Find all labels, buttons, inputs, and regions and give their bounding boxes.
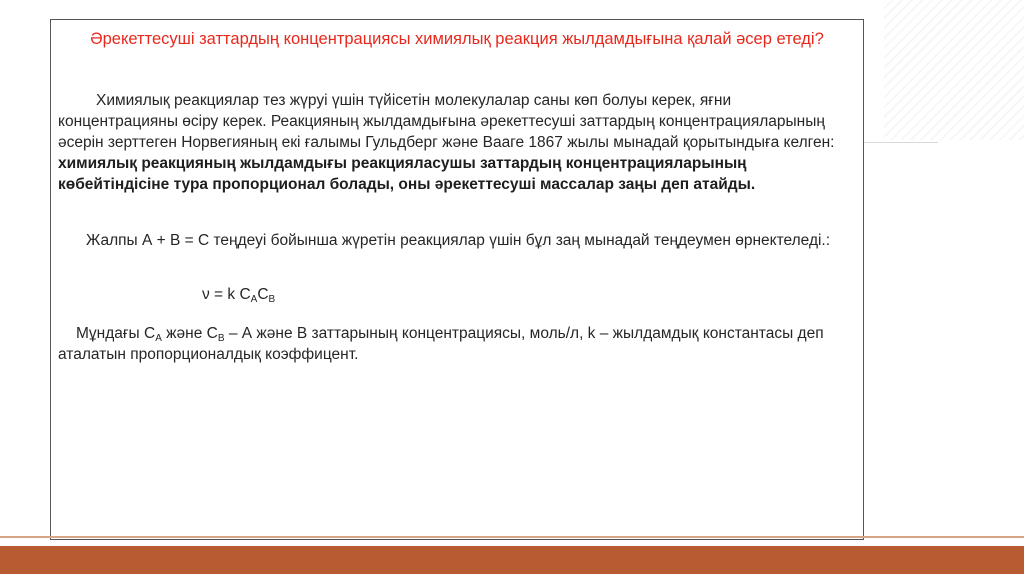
content-box[interactable]	[50, 19, 864, 540]
rate-formula: ν = k $C_AC_B$	[202, 286, 276, 305]
decorative-line	[860, 142, 938, 143]
footer-bar	[0, 546, 1024, 574]
paragraph-1-law: химиялық реакцияның жылдамдығы реакцияласушы заттардың концентрацияларының көбейтіндісіне тура пропорционал болады, оны әрекеттесуші массалар заңы деп атайды.	[58, 155, 756, 193]
paragraph-1	[58, 90, 848, 195]
slide-title: Әрекеттесуші заттардың концентрациясы химиялық реакция жылдамдығына қалай әсер етеді?	[90, 30, 824, 48]
paragraph-2	[58, 230, 848, 251]
paragraph-1-text: Химиялық реакциялар тез жүруі үшін түйісетін молекулалар саны көп болуы керек, яғни концентрацияны өсіру керек. Реакцияның жылдамдығына әрекеттесуші заттардың концентрацияларының әсерін зерттеген Норвегияның екі ғалымы Гульдберг және Вааге 1867 жылы мынадай қорытындыға келген:	[58, 92, 835, 151]
background-stripes	[884, 0, 1024, 140]
paragraph-2-text: Жалпы А + В = С теңдеуі бойынша жүретін реакциялар үшін бұл заң мынадай теңдеумен өрнектеледі.:	[86, 232, 831, 249]
footer-line	[0, 536, 1024, 538]
paragraph-3: Мұндағы $C_A$ және $C_B$ – А және В заттарының концентрациясы, моль/л, k – жылдамдық константасы деп аталатын пропорционалдық коэффицент.	[58, 325, 824, 363]
